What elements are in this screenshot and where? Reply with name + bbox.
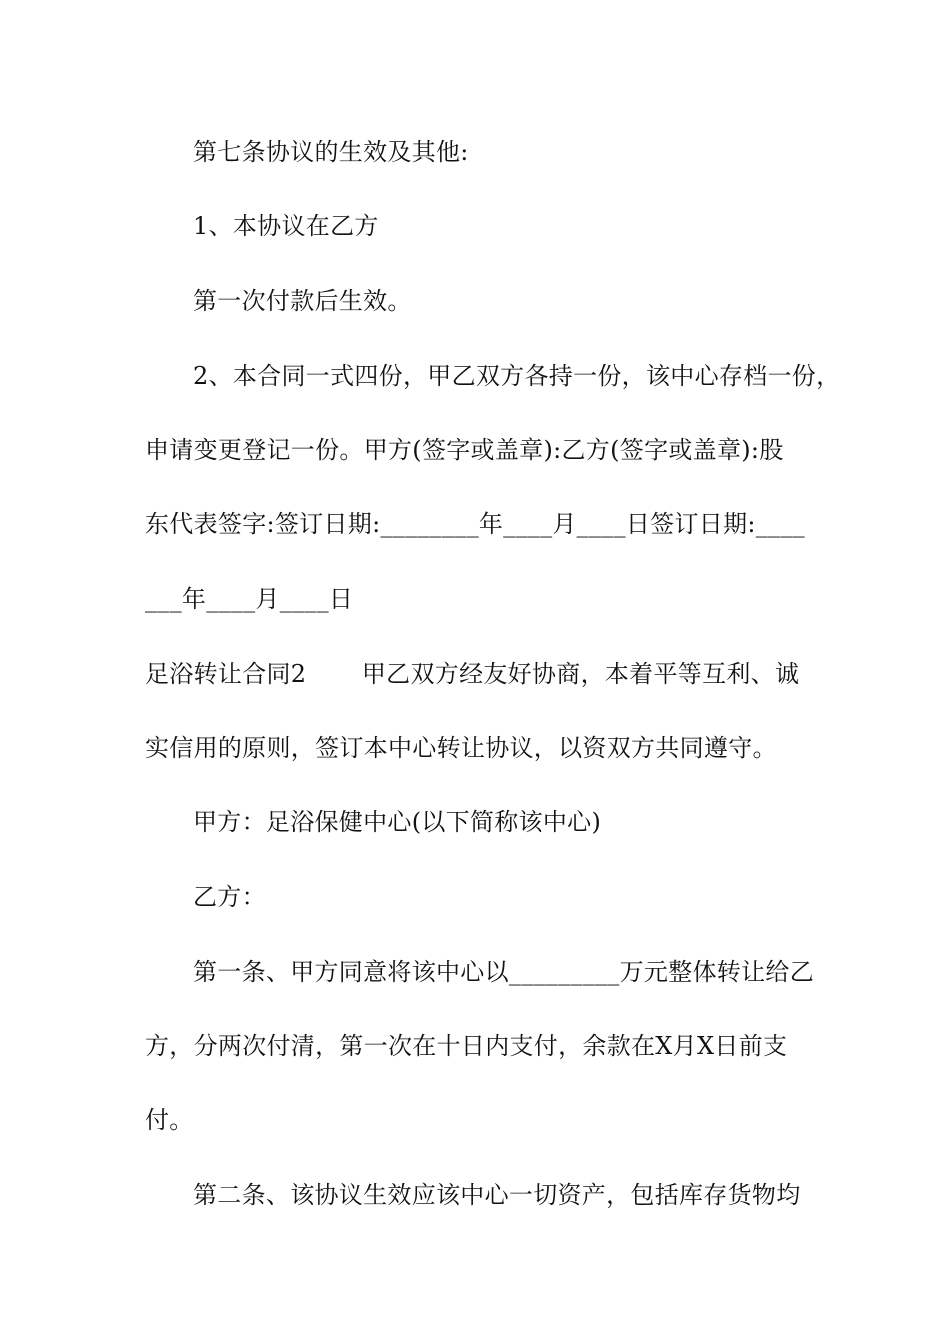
party-a-line: 甲方：足浴保健中心(以下简称该中心) <box>193 808 602 836</box>
article-7-heading: 第七条协议的生效及其他: <box>193 138 469 166</box>
article-1-text: 第一条、甲方同意将该中心以_________万元整体转让给乙 <box>193 958 814 986</box>
signature-line-3: ___年____月____日 <box>145 585 354 613</box>
signature-line-2: 东代表签字:签订日期:________年____月____日签订日期:____ <box>145 510 805 538</box>
article-1-end: 付。 <box>145 1106 194 1134</box>
article-1-continued: 方，分两次付清，第一次在十日内支付，余款在X月X日前支 <box>145 1032 788 1060</box>
article-2-text: 第二条、该协议生效应该中心一切资产，包括库存货物均 <box>193 1181 801 1209</box>
contract-2-intro-continued: 实信用的原则，签订本中心转让协议，以资双方共同遵守。 <box>145 734 777 762</box>
party-b-line: 乙方： <box>193 883 266 911</box>
contract-2-intro: 足浴转让合同2 甲乙双方经友好协商，本着平等互利、诚 <box>145 660 800 688</box>
signature-line-1: 申请变更登记一份。甲方(签字或盖章):乙方(签字或盖章):股 <box>145 436 784 464</box>
clause-1-text: 1、本协议在乙方 <box>193 212 379 240</box>
clause-2-text: 2、本合同一式四份，甲乙双方各持一份，该中心存档一份， <box>193 362 841 390</box>
clause-1-continued: 第一次付款后生效。 <box>193 287 412 315</box>
